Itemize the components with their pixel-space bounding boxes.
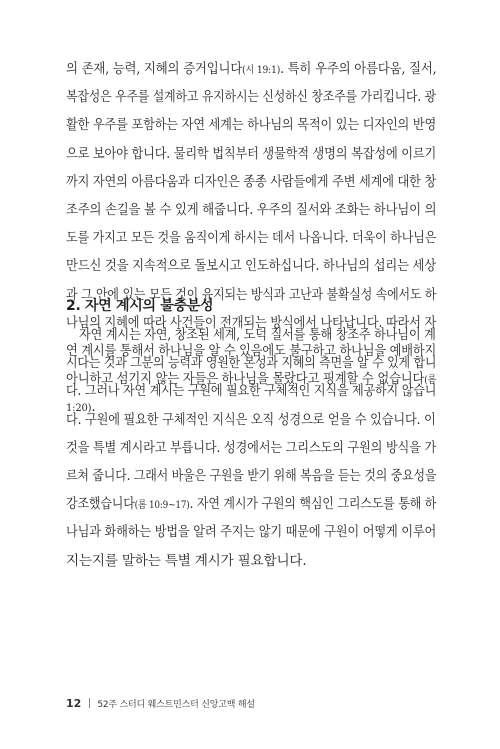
scripture-reference: (롬 10:9~17): [134, 500, 190, 512]
line-text: 나님과 화해하는 방법을 알려 주지는 않기 때문에 구원이 어떻게 이루어: [66, 524, 437, 541]
text-line: [66, 172, 436, 192]
section-heading: 2. 자연 계시의 불충분성: [66, 298, 214, 314]
text-line: [66, 438, 436, 458]
text-line: [66, 494, 436, 516]
line-text: 아니하고 섬기지 않는 자들은 하나님을 몰랐다고 핑계할 수 없습니다: [66, 371, 425, 388]
page-number: 12: [66, 696, 82, 710]
line-text: 조주의 손길을 볼 수 있게 해줍니다. 우주의 질서와 조화는 하나님이 의: [66, 202, 437, 218]
line-text: 르쳐 줍니다. 그래서 바울은 구원을 받기 위해 복음을 듣는 것의 중요성을: [66, 468, 437, 484]
text-line: [66, 410, 436, 430]
line-text: 까지 자연의 아름다움과 디자인은 종종 사람들에게 주변 세계에 대한 창: [66, 173, 437, 190]
line-text: 만드신 것을 지속적으로 돌보시고 인도하십니다. 하나님의 섭리는 세상: [66, 258, 436, 275]
text-line: [66, 381, 436, 401]
text-line: [79, 325, 436, 345]
line-text: 자연 계시는 자연, 창조된 세계, 도덕 질서를 통해 창조주 하나님이 계: [79, 327, 436, 343]
line-text: 으로 보아야 합니다. 물리학 법칙부터 생물학적 생명의 복잡성에 이르기: [66, 145, 437, 162]
text-line: [66, 353, 436, 373]
page-footer: [66, 695, 255, 711]
line-text: 것을 특별 계시라고 부릅니다. 성경에서는 그리스도의 구원의 방식을 가: [66, 439, 437, 456]
line-text: 연 계시를 통해서 하나님을 알 수 있음에도 불구하고 하나님을 예배하지: [66, 343, 437, 359]
line-text: 활한 우주를 포함하는 자연 세계는 하나님의 목적이 있는 디자인의 반영: [66, 117, 437, 134]
scripture-reference: (시 19:1): [242, 65, 281, 76]
line-text: 과 그 안에 있는 모든 것이 유지되는 방식과 고난과 불확실성 속에서도 하: [66, 286, 437, 303]
line-text-continued: . 자연 계시가 구원의 핵심인 그리스도를 통해 하: [189, 496, 437, 513]
line-text: 강조했습니다: [66, 496, 135, 513]
text-line: [66, 144, 436, 164]
line-text: 나님의 지혜에 따라 사건들이 전개되는 방식에서 나타납니다. 따라서 자: [66, 314, 437, 331]
text-line: [66, 200, 436, 220]
line-text: 복잡성은 우주를 설계하고 유지하시는 신성하신 창조주를 가리킵니다. 광: [66, 89, 436, 106]
text-line: [66, 466, 436, 486]
text-line: [66, 551, 306, 571]
text-line: [66, 228, 436, 248]
text-line: [66, 87, 436, 107]
text-line: [66, 115, 436, 135]
line-text: 지는지를 말하는 특별 계시가 필요합니다.: [66, 552, 307, 569]
footer-divider: [89, 698, 90, 708]
line-text: 시다는 것과 그분의 능력과 영원한 본성과 지혜의 측면을 알 수 있게 합니: [66, 355, 437, 372]
scripture-reference: (롬: [424, 375, 437, 387]
text-line: [66, 256, 436, 276]
text-line: [66, 522, 436, 542]
line-text: 도를 가지고 모든 것을 움직이게 하시는 데서 나옵니다. 더욱이 하나님은: [66, 230, 437, 247]
line-text: 다. 그러나 자연 계시는 구원에 필요한 구체적인 지식을 제공하지 않습니: [66, 383, 437, 400]
running-title: 52주 스터디 웨스트민스터 신앙고백 해설: [97, 699, 255, 710]
text-line: [66, 59, 436, 81]
line-text: 의 존재, 능력, 지혜의 증거입니다: [66, 61, 243, 77]
line-text-continued: . 특히 우주의 아름다움, 질서,: [280, 61, 437, 77]
line-text: 다. 구원에 필요한 구체적인 지식은 오직 성경으로 얻을 수 있습니다. 이: [66, 411, 436, 428]
scripture-reference: 1:20): [66, 403, 92, 415]
line-text-continued: .: [91, 399, 96, 416]
